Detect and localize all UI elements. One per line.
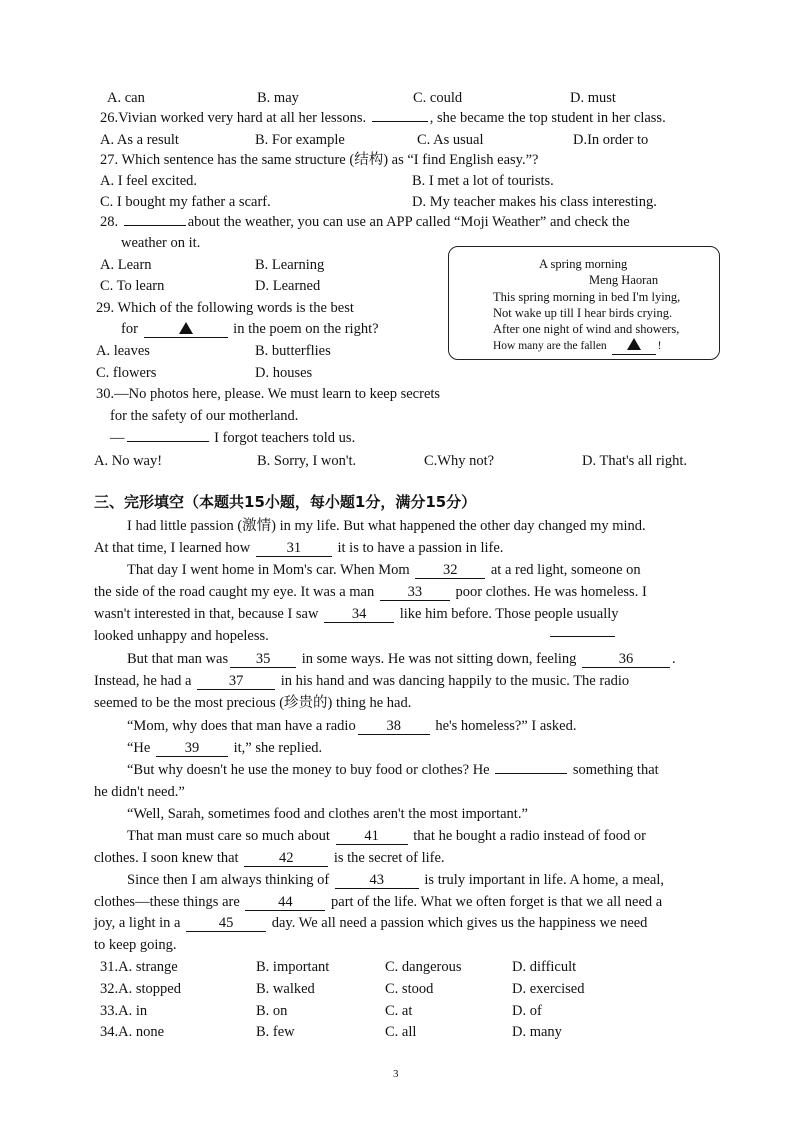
passage-line: clothes—these things are 44 part of the life. What we often forget is that we all need a <box>94 894 663 910</box>
triangle-icon <box>627 338 641 350</box>
passage-line: “Mom, why does that man have a radio 38 he's homeless?” I asked. <box>127 718 577 734</box>
q34-option-c[interactable]: C. all <box>385 1024 417 1040</box>
q27-option-d[interactable]: D. My teacher makes his class interesting. <box>412 194 657 210</box>
q27-option-a[interactable]: A. I feel excited. <box>100 173 198 189</box>
q33-option-c[interactable]: C. at <box>385 1003 413 1019</box>
q26-option-a[interactable]: A. As a result <box>100 132 179 148</box>
q31-option-a[interactable]: 31.A. strange <box>100 959 178 975</box>
q25-option-b[interactable]: B. may <box>257 90 299 106</box>
q26-blank[interactable] <box>372 121 428 122</box>
q32-option-b[interactable]: B. walked <box>256 981 315 997</box>
blank-44[interactable]: 44 <box>245 894 325 911</box>
passage-line: wasn't interested in that, because I saw 34 like him before. Those people usually <box>94 606 619 622</box>
q32-option-d[interactable]: D. exercised <box>512 981 585 997</box>
blank-39[interactable]: 39 <box>156 740 228 757</box>
q33-option-d[interactable]: D. of <box>512 1003 542 1019</box>
q26-option-c[interactable]: C. As usual <box>417 132 484 148</box>
q31-option-c[interactable]: C. dangerous <box>385 959 462 975</box>
q26-option-d[interactable]: D.In order to <box>573 132 649 148</box>
poem-line-4: How many are the fallen ! <box>493 338 661 355</box>
passage-line: That day I went home in Mom's car. When Mom 32 at a red light, someone on <box>127 562 641 578</box>
poem-line-1: This spring morning in bed I'm lying, <box>493 290 681 304</box>
q27-stem: 27. Which sentence has the same structure (结构) as “I find English easy.”? <box>100 152 539 168</box>
q25-option-a[interactable]: A. can <box>107 90 145 106</box>
q34-option-d[interactable]: D. many <box>512 1024 562 1040</box>
blank-31[interactable]: 31 <box>256 540 332 557</box>
q29-option-d[interactable]: D. houses <box>255 365 313 381</box>
triangle-icon <box>179 322 193 334</box>
q28-option-c[interactable]: C. To learn <box>100 278 165 294</box>
blank-40[interactable] <box>495 773 567 774</box>
poem-line-2: Not wake up till I hear birds crying. <box>493 306 673 320</box>
passage-line: clothes. I soon knew that 42 is the secret of life. <box>94 850 445 866</box>
q32-option-c[interactable]: C. stood <box>385 981 434 997</box>
q25-option-d[interactable]: D. must <box>570 90 616 106</box>
passage-line: But that man was 35 in some ways. He was not sitting down, feeling 36 . <box>127 651 676 667</box>
blank-34[interactable]: 34 <box>324 606 394 623</box>
passage-line: “He 39 it,” she replied. <box>127 740 323 756</box>
q28-stem: 28. about the weather, you can use an APP called “Moji Weather” and check the <box>100 214 630 230</box>
q30-blank[interactable] <box>127 441 209 442</box>
blank-35[interactable]: 35 <box>230 651 296 668</box>
blank-42[interactable]: 42 <box>244 850 328 867</box>
q30-option-b[interactable]: B. Sorry, I won't. <box>257 453 357 469</box>
stray-underline <box>550 636 615 637</box>
q28-stem-line2: weather on it. <box>121 235 201 251</box>
q30-stem: 30.—No photos here, please. We must learn to keep secrets <box>96 386 441 402</box>
q29-blank[interactable] <box>144 321 228 338</box>
blank-32[interactable]: 32 <box>415 562 485 579</box>
q33-option-a[interactable]: 33.A. in <box>100 1003 148 1019</box>
passage-line: joy, a light in a 45 day. We all need a passion which gives us the happiness we need <box>94 915 648 931</box>
blank-45[interactable]: 45 <box>186 915 266 932</box>
page-number: 3 <box>393 1068 399 1080</box>
passage-line: That man must care so much about 41 that he bought a radio instead of food or <box>127 828 646 844</box>
q27-option-c[interactable]: C. I bought my father a scarf. <box>100 194 271 210</box>
q25-option-c[interactable]: C. could <box>413 90 463 106</box>
blank-38[interactable]: 38 <box>358 718 430 735</box>
blank-33[interactable]: 33 <box>380 584 450 601</box>
blank-37[interactable]: 37 <box>197 673 275 690</box>
q29-option-c[interactable]: C. flowers <box>96 365 157 381</box>
q26-option-b[interactable]: B. For example <box>255 132 345 148</box>
passage-line: seemed to be the most precious (珍贵的) thing he had. <box>94 695 412 711</box>
q26-stem: 26.Vivian worked very hard at all her lessons. , she became the top student in her class. <box>100 110 666 126</box>
q34-option-b[interactable]: B. few <box>256 1024 295 1040</box>
q30-stem-line3: — I forgot teachers told us. <box>110 430 356 446</box>
q31-option-d[interactable]: D. difficult <box>512 959 577 975</box>
q31-option-b[interactable]: B. important <box>256 959 330 975</box>
q30-option-c[interactable]: C.Why not? <box>424 453 495 469</box>
poem-author: Meng Haoran <box>589 273 659 287</box>
passage-line: he didn't need.” <box>94 784 185 800</box>
q29-option-b[interactable]: B. butterflies <box>255 343 331 359</box>
q28-option-a[interactable]: A. Learn <box>100 257 152 273</box>
passage-line: I had little passion (激情) in my life. But what happened the other day changed my mind. <box>127 518 646 534</box>
passage-line: At that time, I learned how 31 it is to have a passion in life. <box>94 540 504 556</box>
passage-line: to keep going. <box>94 937 177 953</box>
q30-stem-line2: for the safety of our motherland. <box>110 408 299 424</box>
q28-option-b[interactable]: B. Learning <box>255 257 325 273</box>
blank-41[interactable]: 41 <box>336 828 408 845</box>
q29-stem: 29. Which of the following words is the best <box>96 300 354 316</box>
q32-option-a[interactable]: 32.A. stopped <box>100 981 181 997</box>
poem-box <box>448 246 720 360</box>
passage-line: Since then I am always thinking of 43 is truly important in life. A home, a meal, <box>127 872 665 888</box>
poem-title: A spring morning <box>539 257 628 271</box>
q27-option-b[interactable]: B. I met a lot of tourists. <box>412 173 554 189</box>
poem-blank[interactable] <box>612 338 656 355</box>
blank-36[interactable]: 36 <box>582 651 670 668</box>
passage-line: looked unhappy and hopeless. <box>94 628 269 644</box>
q28-option-d[interactable]: D. Learned <box>255 278 321 294</box>
poem-line-3: After one night of wind and showers, <box>493 322 680 336</box>
q28-blank[interactable] <box>124 225 186 226</box>
blank-43[interactable]: 43 <box>335 872 419 889</box>
q33-option-b[interactable]: B. on <box>256 1003 288 1019</box>
passage-line: Instead, he had a 37 in his hand and was dancing happily to the music. The radio <box>94 673 630 689</box>
q34-option-a[interactable]: 34.A. none <box>100 1024 165 1040</box>
passage-line: “Well, Sarah, sometimes food and clothes aren't the most important.” <box>127 806 528 822</box>
q30-option-d[interactable]: D. That's all right. <box>582 453 688 469</box>
section-3-title: 三、完形填空（本题共15小题，每小题1分，满分15分） <box>94 493 477 511</box>
q29-stem-line2: for in the poem on the right? <box>121 321 379 337</box>
passage-line: the side of the road caught my eye. It was a man 33 poor clothes. He was homeless. I <box>94 584 647 600</box>
q30-option-a[interactable]: A. No way! <box>94 453 163 469</box>
passage-line: “But why doesn't he use the money to buy food or clothes? He something that <box>127 762 659 778</box>
q29-option-a[interactable]: A. leaves <box>96 343 150 359</box>
